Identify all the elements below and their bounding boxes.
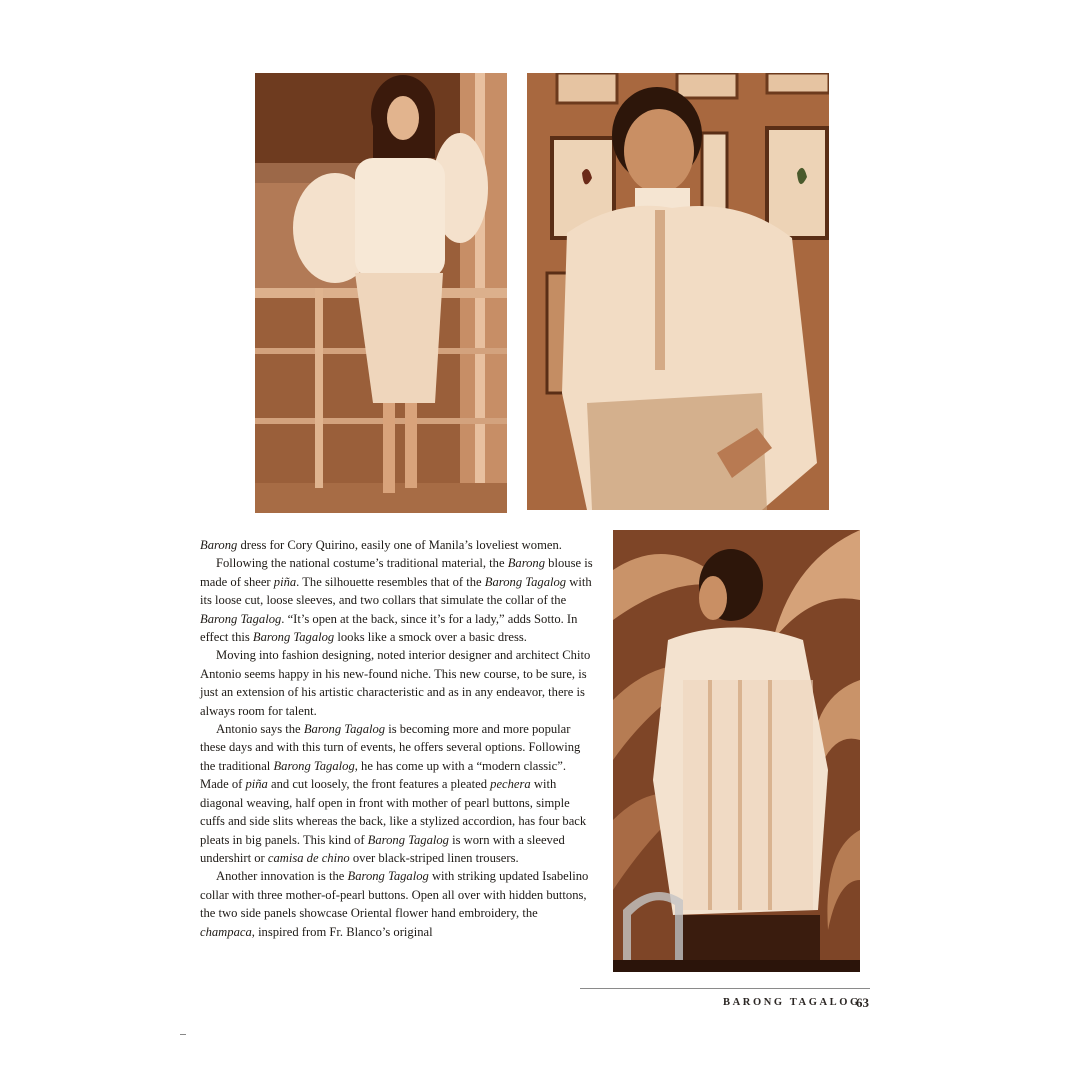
crop-mark	[180, 1034, 186, 1035]
man-in-barong-back-view-photo	[613, 530, 860, 972]
paragraph-5: Another innovation is the Barong Tagalog with striking updated Isabelino collar with three mother-of-pearl buttons. Open all over with hidden buttons, the two side panels showcase Oriental flower hand embroidery, the champaca, inspired from Fr. Blanco’s original	[200, 869, 589, 939]
footer-rule	[580, 988, 870, 989]
paragraph-1: Barong dress for Cory Quirino, easily one of Manila’s loveliest women.	[200, 538, 562, 552]
article-body	[200, 536, 595, 941]
running-head: BARONG TAGALOG	[723, 997, 861, 1008]
woman-in-barong-dress-photo	[255, 73, 507, 513]
man-in-barong-tagalog-photo	[527, 73, 829, 510]
paragraph-3: Moving into fashion designing, noted interior designer and architect Chito Antonio seems happy in his new-found niche. This new course, to be sure, is just an extension of his artistic characteristic and as in any endeavor, there is always room for talent.	[200, 648, 591, 718]
paragraph-4: Antonio says the Barong Tagalog is becoming more and more popular these days and with this turn of events, he offers several options. Following the traditional Barong Tagalog, he has come up with a “modern classic”. Made of piña and cut loosely, the front features a pleated pechera with diagonal weaving, half open in front with mother of pearl buttons, simple cuffs and side slits whereas the back, like a stylized accordion, has four back pleats in big panels. This kind of Barong Tagalog is worn with a sleeved undershirt or camisa de chino over black-striped linen trousers.	[200, 722, 587, 865]
paragraph-2: Following the national costume’s traditional material, the Barong blouse is made of sheer piña. The silhouette resembles that of the Barong Tagalog with its loose cut, loose sleeves, and two collars that simulate the collar of the Barong Tagalog. “It’s open at the back, since it’s for a lady,” adds Sotto. In effect this Barong Tagalog looks like a smock over a basic dress.	[200, 556, 593, 645]
page-number: 63	[856, 995, 869, 1010]
